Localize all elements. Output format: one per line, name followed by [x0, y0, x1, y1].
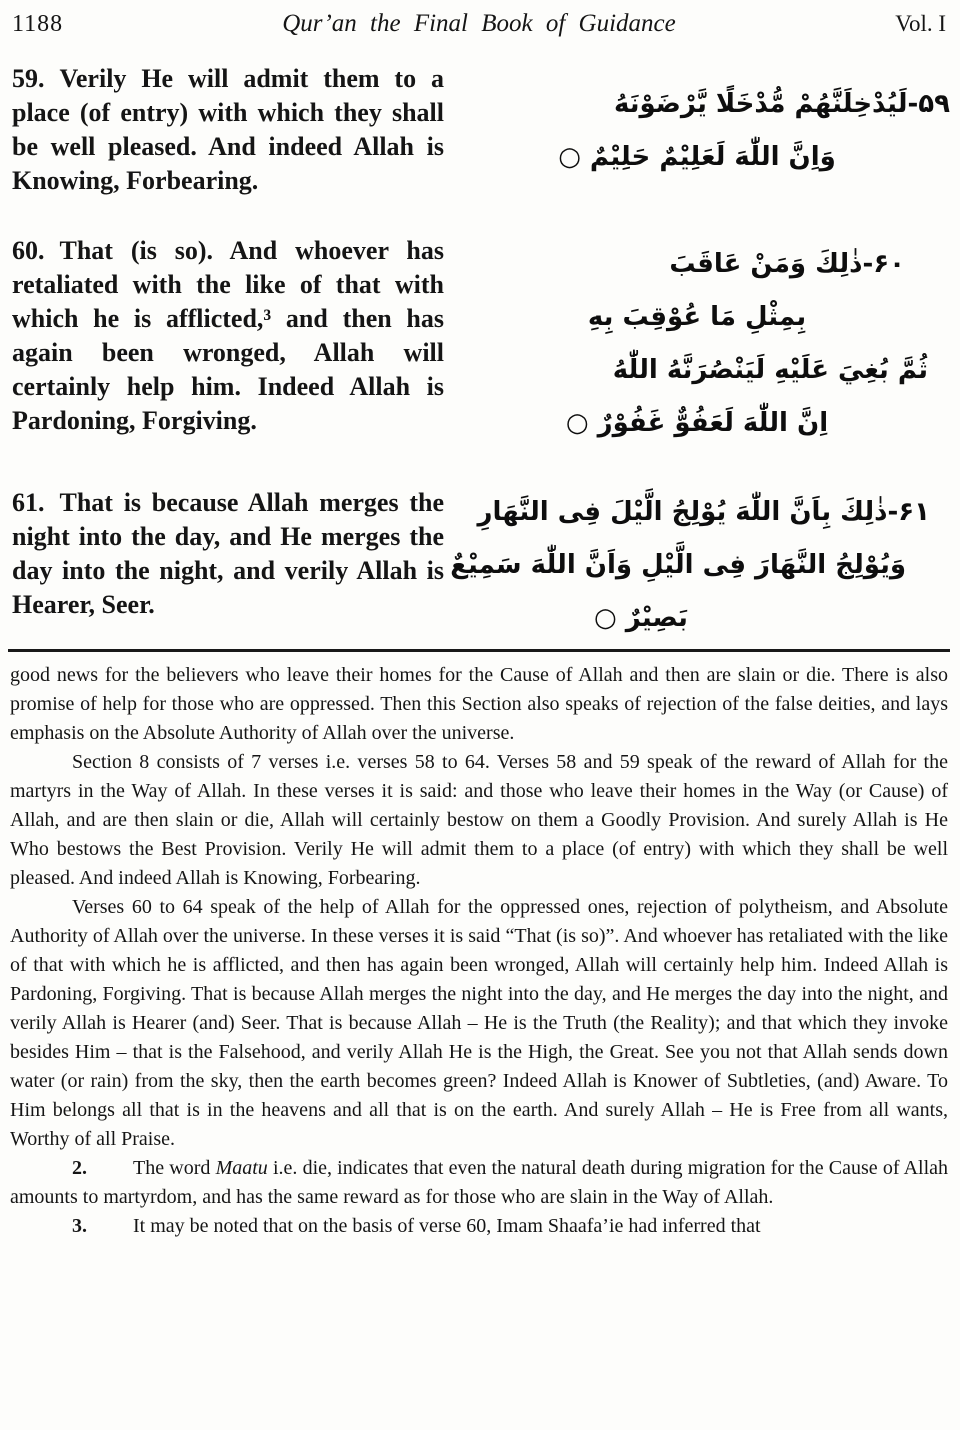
- arabic-line: وَاِنَّ اللّٰهَ لَعَلِيْمٌ حَلِيْمٌ ○: [558, 142, 836, 172]
- arabic-verse: [444, 486, 950, 645]
- arabic-line: ۶۱-ذٰلِكَ بِاَنَّ اللّٰهَ يُوْلِجُ الَّيْلَ فِى النَّهَارِ: [477, 497, 930, 527]
- verse-number: 61.: [12, 488, 45, 517]
- text-run: i.e. die, indicates that even the natural death during migration for the Cause of Allah amounts to martyrdom, and has the same reward as for those who are slain in the Way of Allah.: [10, 1157, 948, 1208]
- arabic-line: وَيُوْلِجُ النَّهَارَ فِى الَّيْلِ وَاَنَّ اللّٰهَ سَمِيْعٌ: [450, 550, 906, 580]
- verses-section: [0, 38, 960, 645]
- footnote-paragraph: [10, 1212, 948, 1241]
- verse-english: [12, 62, 444, 198]
- verse-number: 60.: [12, 236, 45, 265]
- arabic-line: بَصِيْرٌ ○: [594, 603, 688, 633]
- verse-english: [12, 234, 444, 450]
- verse-row-59: [12, 62, 950, 198]
- text-run: Section 8 consists of 7 verses i.e. verses 58 to 64. Verses 58 and 59 speak of the reward of Allah for the martyrs in the Way of Allah. In these verses it is said: and those who leave their homes in the Way (or Cause) of Allah, and are then slain or die, Allah will certainly bestow on them a Goodly Provision. And surely Allah is He Who bestows the Best Provision. Verily He will admit them to a place (of entry) with which they shall be well pleased. And indeed Allah is Knowing, Forbearing.: [10, 751, 948, 889]
- commentary-section: [0, 652, 960, 1241]
- arabic-line: ۵۹-لَيُدْخِلَنَّهُمْ مُّدْخَلًا يَّرْضَوْنَهُ: [613, 89, 950, 119]
- verse-english-text: Verily He will admit them to a place (of entry) with which they shall be well pleased. And indeed Allah is Knowing, Forbearing.: [12, 64, 444, 195]
- text-run: Maatu: [215, 1157, 268, 1179]
- commentary-paragraph: [10, 893, 948, 1154]
- text-run: It may be noted that on the basis of verse 60, Imam Shaafa’ie had inferred that: [133, 1215, 761, 1237]
- verse-english: [12, 486, 444, 645]
- text-run: Verses 60 to 64 speak of the help of Allah for the oppressed ones, rejection of polytheism, and Absolute Authority of Allah over the universe. In these verses it is said “That (is so)”. And whoever has retaliated with the like of that with which he is afflicted, and then has again been wronged, Allah will certainly help him. Indeed Allah is Pardoning, Forgiving. That is because Allah merges the night into the day, and He merges the day into the night, and verily Allah is Hearer (and) Seer. That is because Allah – He is the Truth (the Reality); and that which they invoke besides Him – that is the Falsehood, and verily Allah He is the High, the Great. See you not that Allah sends down water (or rain) from the sky, then the earth becomes green? Indeed Allah is Knower of Subtleties, (and) Aware. To Him belongs all that is in the heavens and all that is on the earth. And surely Allah – He is Free from all wants, Worthy of all Praise.: [10, 896, 948, 1150]
- page-number: 1188: [12, 11, 64, 37]
- footnote-number: 3.: [72, 1215, 87, 1237]
- arabic-line: ۶۰-ذٰلِكَ وَمَنْ عَاقَبَ: [669, 249, 905, 279]
- text-run: The word: [133, 1157, 216, 1179]
- footnote-number: 2.: [72, 1157, 87, 1179]
- book-title: Qur’an the Final Book of Guidance: [282, 10, 676, 37]
- volume-label: Vol. I: [895, 11, 946, 36]
- arabic-line: اِنَّ اللّٰهَ لَعَفُوٌّ غَفُوْرٌ ○: [565, 408, 829, 438]
- verse-row-60: [12, 234, 950, 450]
- footnote-paragraph: [10, 1154, 948, 1212]
- verse-row-61: [12, 486, 950, 645]
- commentary-paragraph: [10, 748, 948, 893]
- arabic-line: ثُمَّ بُغِيَ عَلَيْهِ لَيَنْصُرَنَّهُ اللّٰهُ: [612, 355, 928, 385]
- arabic-verse: [444, 234, 950, 450]
- text-run: good news for the believers who leave their homes for the Cause of Allah and then are slain or die. There is also promise of help for those who are oppressed. Then this Section also speaks of rejection of the false deities, and lays emphasis on the Absolute Authority of Allah over the universe.: [10, 664, 948, 744]
- arabic-line: بِمِثْلِ مَا عُوْقِبَ بِهِ: [587, 302, 807, 332]
- verse-english-text: That (is so). And whoever has retaliated with the like of that with which he is afflicted,³ and then has again been wronged, Allah will certainly help him. Indeed Allah is Pardoning, Forgiving.: [12, 236, 444, 435]
- verse-number: 59.: [12, 64, 45, 93]
- arabic-verse: [444, 62, 950, 198]
- page-header: [0, 0, 960, 38]
- commentary-paragraph: [10, 661, 948, 748]
- verse-english-text: That is because Allah merges the night into the day, and He merges the day into the night, and verily Allah is Hearer, Seer.: [12, 488, 444, 619]
